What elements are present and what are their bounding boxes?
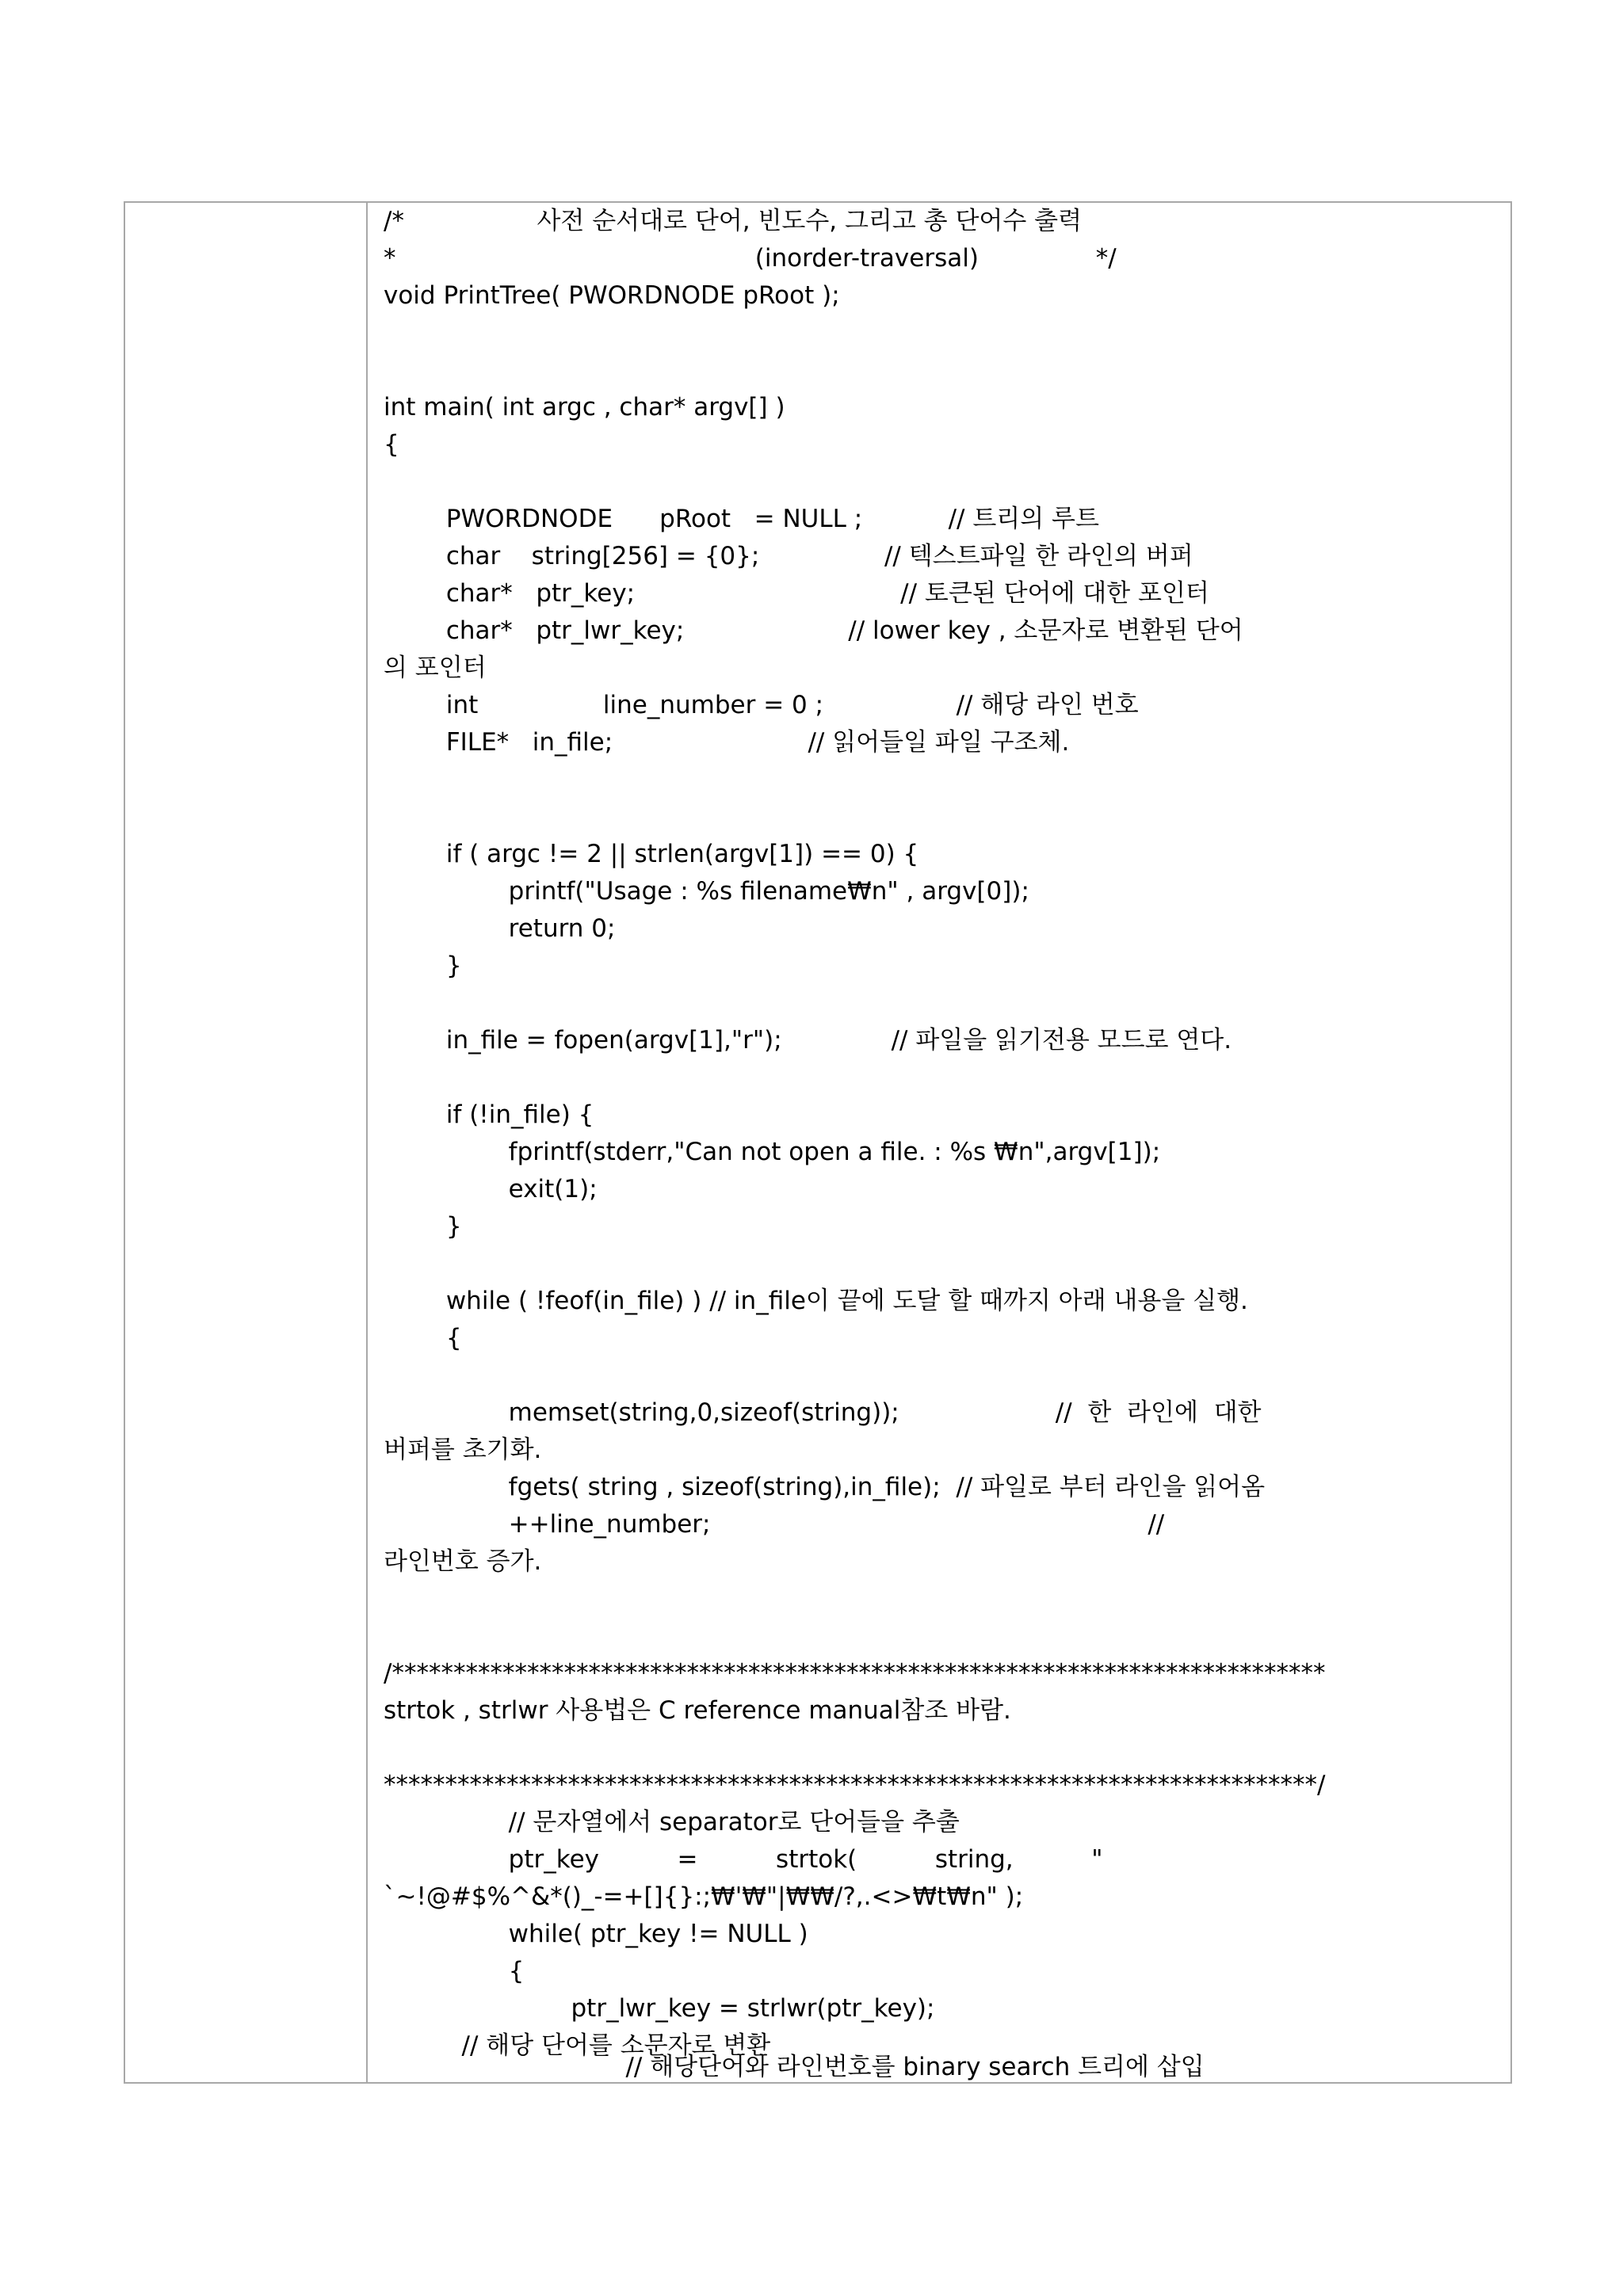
code-line: void PrintTree( PWORDNODE pRoot ); — [384, 281, 840, 310]
code-line: while ( !feof(in_file) ) // in_file이 끝에 도달 할 때까지 아래 내용을 실행. — [384, 1287, 1248, 1315]
code-line: char* ptr_lwr_key; // lower key , 소문자로 변환된 단어 — [384, 616, 1243, 645]
code-line: return 0; — [384, 914, 616, 943]
code-line — [384, 1618, 1503, 1654]
code-line: if (!in_file) { — [384, 1100, 594, 1129]
code-cell — [384, 203, 1503, 2082]
code-line: in_file = fopen(argv[1],"r"); // 파일을 읽기전용 모드로 연다. — [384, 1026, 1232, 1055]
table-left-cell — [125, 203, 368, 2082]
code-line: while( ptr_key != NULL ) — [384, 1920, 808, 1948]
code-line: strtok , strlwr 사용법은 C reference manual참조 바람. — [384, 1696, 1011, 1725]
code-line: 의 포인터 — [384, 654, 487, 682]
code-line: if ( argc != 2 || strlen(argv[1]) == 0) { — [384, 840, 919, 868]
code-line — [384, 985, 1503, 1021]
code-line — [384, 1357, 1503, 1394]
code-line: ++line_number; // — [384, 1510, 1165, 1539]
code-line — [384, 799, 1503, 835]
code-line — [384, 463, 1503, 500]
code-line: } — [384, 952, 462, 980]
code-line: ptr_lwr_key = strlwr(ptr_key); — [384, 1994, 935, 2023]
code-line: { — [384, 430, 399, 459]
code-line: * (inorder-traversal) */ — [384, 244, 1117, 273]
code-line: // 문자열에서 separator로 단어들을 추출 — [384, 1808, 960, 1836]
code-line: } — [384, 1212, 462, 1241]
code-line: fgets( string , sizeof(string),in_file); // 파일로 부터 라인을 읽어옴 — [384, 1473, 1266, 1501]
code-line: { — [384, 1957, 525, 1985]
code-line — [384, 761, 1503, 798]
code-line: `~!@#$%^&*()_-=+[]{}:;₩'₩"|₩₩/?,.<>₩t₩n" ); — [384, 1882, 1024, 1911]
code-line: /**************************************************************************** — [384, 1659, 1326, 1688]
code-line: char string[256] = {0}; // 텍스트파일 한 라인의 버퍼 — [384, 542, 1193, 570]
code-line: printf("Usage : %s filename₩n" , argv[0]); — [384, 877, 1029, 906]
code-line — [384, 1245, 1503, 1282]
code-line: 라인번호 증가. — [384, 1547, 542, 1576]
code-line: exit(1); — [384, 1175, 598, 1203]
code-line: PWORDNODE pRoot = NULL ; // 트리의 루트 — [384, 505, 1099, 533]
code-line: 버퍼를 초기화. — [384, 1436, 542, 1464]
document-table — [124, 201, 1512, 2084]
code-line — [384, 1581, 1503, 1617]
code-line: { — [384, 1324, 462, 1352]
code-line: // 해당 단어를 소문자로 변환 — [384, 2031, 771, 2060]
code-line: int main( int argc , char* argv[] ) — [384, 393, 785, 421]
code-line: fprintf(stderr,"Can not open a file. : %s ₩n",argv[1]); — [384, 1138, 1161, 1166]
code-line: // 해당단어와 라인번호를 binary search 트리에 삽입 — [384, 2053, 1205, 2081]
code-line: FILE* in_file; // 읽어들일 파일 구조체. — [384, 728, 1070, 757]
code-line: memset(string,0,sizeof(string)); // 한 라인에 대한 — [384, 1398, 1262, 1427]
code-line: /* 사전 순서대로 단어, 빈도수, 그리고 총 단어수 출력 — [384, 207, 1083, 235]
code-line — [384, 352, 1503, 388]
code-line: char* ptr_key; // 토큰된 단어에 대한 포인터 — [384, 579, 1209, 608]
code-line: ptr_key = strtok( string, " — [384, 1845, 1103, 1874]
code-line — [384, 1730, 1503, 1766]
code-line: int line_number = 0 ; // 해당 라인 번호 — [384, 691, 1139, 719]
code-line: ****************************************************************************/ — [384, 1771, 1326, 1799]
code-line — [384, 1059, 1503, 1096]
code-line — [384, 315, 1503, 351]
